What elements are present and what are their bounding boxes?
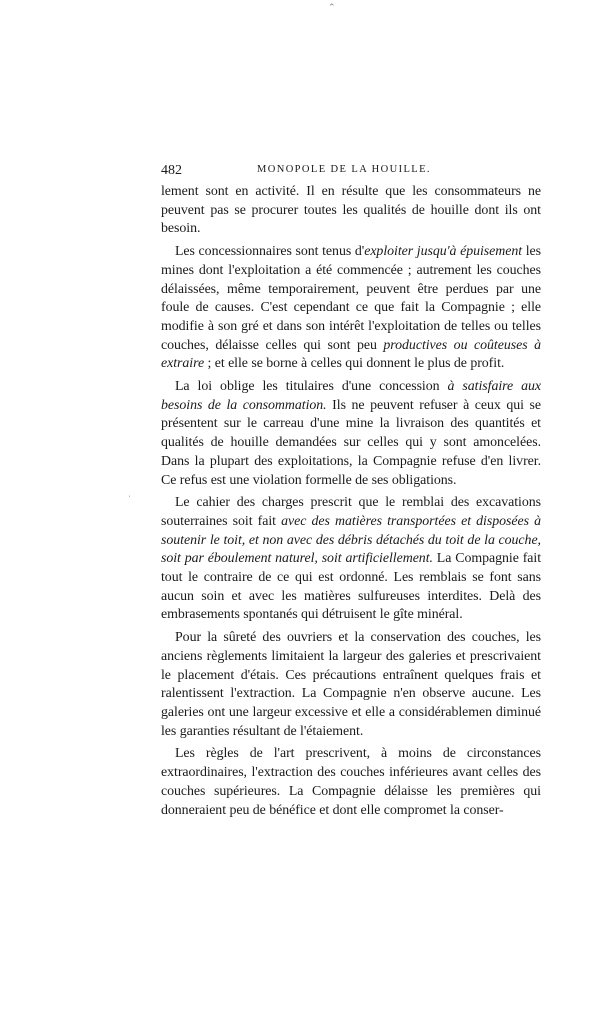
italic-run: à satisfaire aux besoins de la consommation.	[161, 379, 541, 413]
text-run: Les concessionnaires sont tenus d'	[175, 244, 365, 260]
paragraph-2	[161, 243, 541, 374]
body-text	[161, 183, 541, 820]
text-run: lement sont en activité. Il en résulte que les consommateurs ne peuvent pas se procurer toutes les qualités de houille dont ils ont besoin.	[161, 184, 541, 237]
book-page	[161, 163, 541, 824]
running-title: MONOPOLE DE LA HOUILLE.	[257, 164, 431, 175]
text-run: ; et elle se borne à celles qui donnent le plus de profit.	[204, 356, 505, 372]
italic-run: productives ou coûteuses à extraire	[161, 337, 542, 372]
paragraph-4	[161, 494, 541, 625]
italic-run: avec des matières transportées et disposées à soutenir le toit, et non avec des débris détachés du toit de la couche, soit par éboulement naturel, soit artificiellement.	[161, 513, 541, 567]
text-run: Ils ne peuvent refuser à ceux qui se présentent sur le carreau d'une mine la livraison des quantités et qualités de houille demandées sur celles qui y sont amoncelées. Dans la plupart des exploitations, la Compagnie refuse d'en livrer. Ce refus est une violation formelle de ses obligations.	[161, 397, 541, 488]
text-run: Les règles de l'art prescrivent, à moins de circonstances extraordinaires, l'extraction des couches inférieures avant celles des couches supérieures. La Compagnie délaisse les premières qui donneraient peu de bénéfice et dont elle compromet la conser-	[161, 746, 541, 818]
paragraph-6	[161, 745, 541, 820]
paragraph-5	[161, 629, 541, 741]
page-header	[161, 163, 541, 183]
text-run: La loi oblige les titulaires d'une concession	[175, 379, 448, 395]
page-top-mark: ⌃	[328, 2, 336, 12]
italic-run: exploiter jusqu'à épuisement	[364, 244, 523, 260]
margin-mark: ˌ	[128, 487, 131, 497]
page-number: 482	[161, 163, 182, 178]
text-run: La Compagnie fait tout le contraire de ce qui est ordonné. Les remblais se font sans aucun soin et avec les matières sulfureuses interdites. Delà des embrasements spontanés qui détruisent le gîte minéral.	[161, 551, 541, 623]
paragraph-1	[161, 183, 541, 239]
text-run: Pour la sûreté des ouvriers et la conservation des couches, les anciens règlements limitaient la largeur des galeries et prescrivaient le placement d'étais. Ces précautions entraînent quelques frais et ralentissent l'extraction. La Compagnie n'en observe aucune. Les galeries ont une largeur excessive et elle a considérablemen diminué les garanties résultant de l'étaiement.	[161, 630, 541, 739]
paragraph-3	[161, 378, 541, 490]
text-run: Le cahier des charges prescrit que le remblai des excavations souterraines soit fait	[161, 495, 541, 529]
text-run: les mines dont l'exploitation a été commencée ; autrement les couches délaissées, même temporairement, peuvent être perdues par une foule de causes. C'est cependant ce que fait la Compagnie ; elle modifie à son gré et dans son intérêt l'exploitation de telles ou telles couches, délaisse celles qui sont peu	[161, 244, 542, 353]
